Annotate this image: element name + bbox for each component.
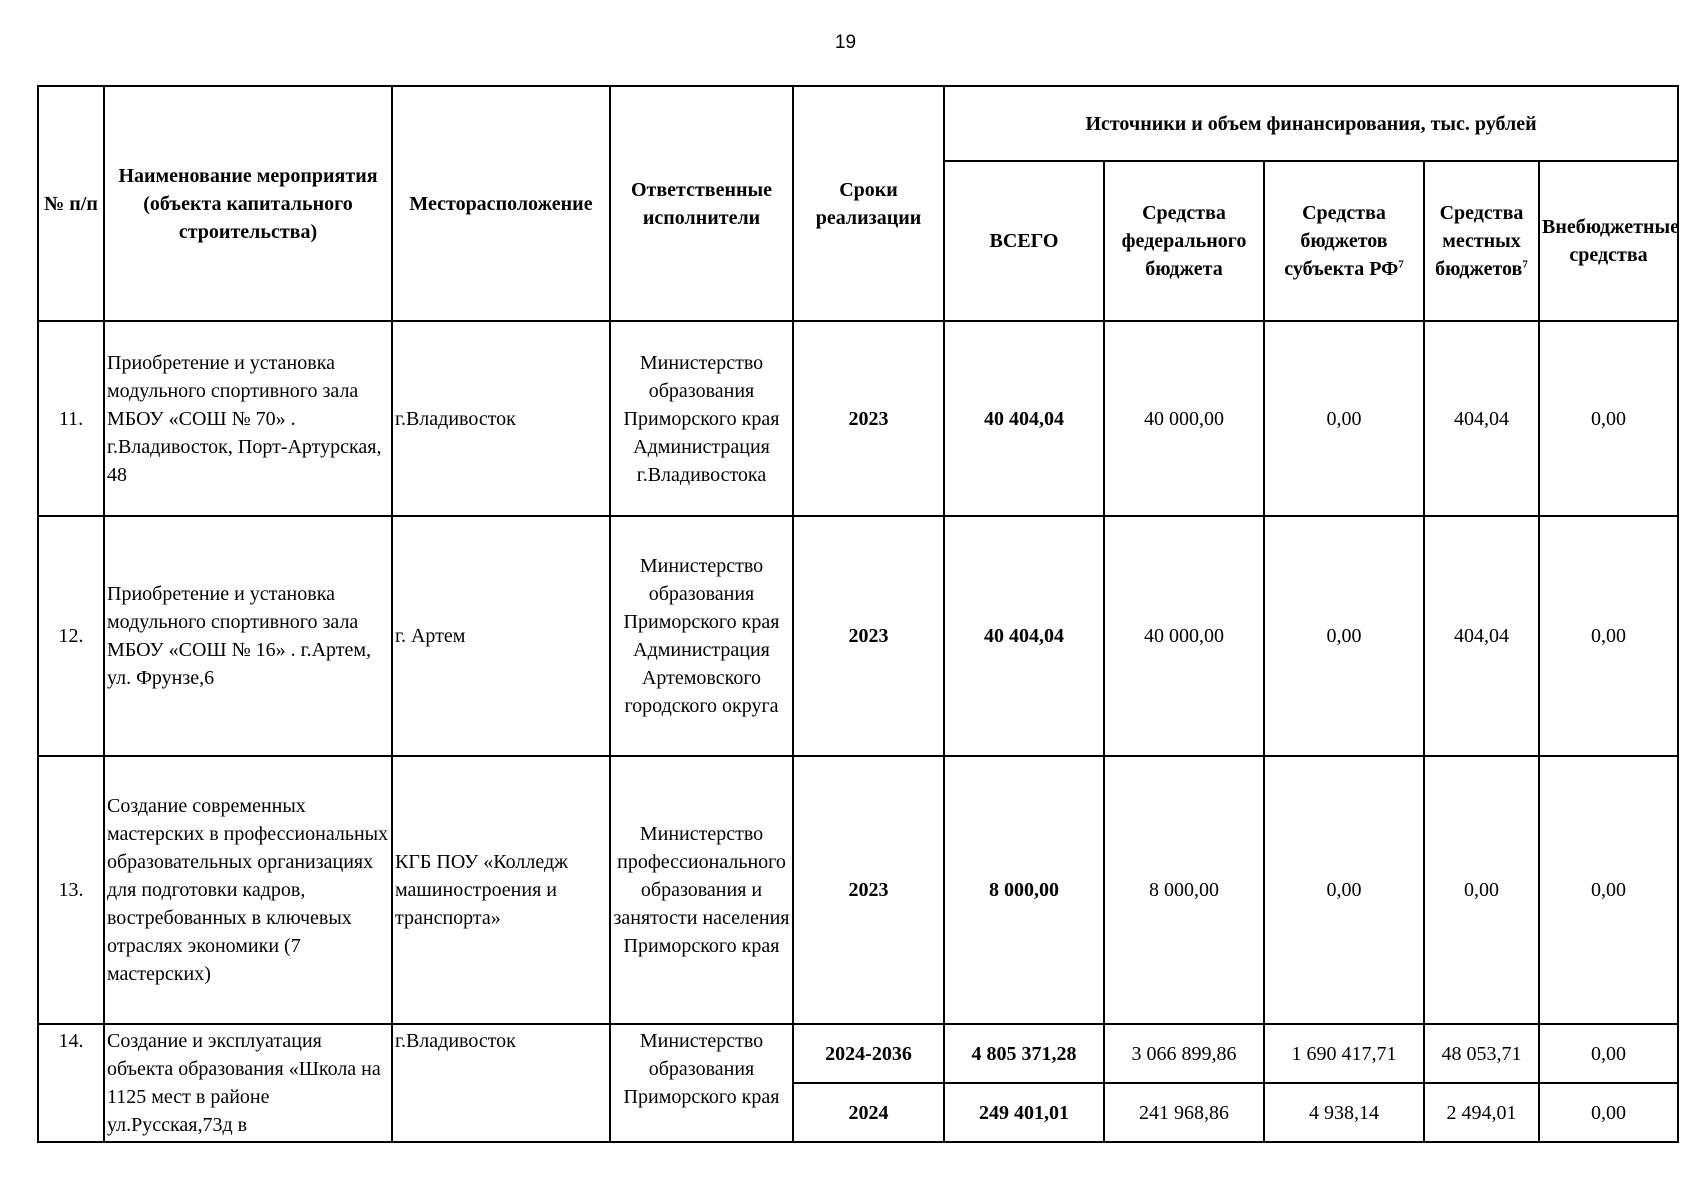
row-total: 40 404,04	[944, 516, 1104, 756]
col-extra-header: Внебюджетные средства	[1539, 161, 1678, 321]
row-extra: 0,00	[1539, 1024, 1678, 1083]
row-subject: 1 690 417,71	[1264, 1024, 1424, 1083]
col-terms-header: Сроки реализации	[793, 86, 944, 321]
row-total: 4 805 371,28	[944, 1024, 1104, 1083]
row-num: 11.	[38, 321, 104, 516]
col-name-header: Наименование мероприятия (объекта капитального строительства)	[104, 86, 392, 321]
row-name: Приобретение и установка модульного спортивного зала МБОУ «СОШ № 16» . г.Артем, ул. Фрунзе,6	[104, 516, 392, 756]
row-extra: 0,00	[1539, 756, 1678, 1024]
row-terms: 2023	[793, 321, 944, 516]
table-row	[38, 321, 1678, 516]
row-local: 404,04	[1424, 516, 1539, 756]
funding-header: Источники и объем финансирования, тыс. рублей	[944, 86, 1678, 161]
row-extra: 0,00	[1539, 516, 1678, 756]
row-extra: 0,00	[1539, 1083, 1678, 1142]
row-responsible: Министерство профессионального образования и занятости населения Приморского края	[610, 756, 793, 1024]
col-local-header	[1424, 161, 1539, 321]
local-label: Средства местных бюджетов	[1435, 202, 1524, 280]
row-num: 12.	[38, 516, 104, 756]
row-federal: 40 000,00	[1104, 321, 1264, 516]
col-num-header: № п/п	[38, 86, 104, 321]
row-name: Создание современных мастерских в профессиональных образовательных организациях для подготовки кадров, востребованных в ключевых отраслях экономики (7 мастерских)	[104, 756, 392, 1024]
row-responsible: Министерство образования Приморского края Администрация Артемовского городского округа	[610, 516, 793, 756]
row-name: Приобретение и установка модульного спортивного зала МБОУ «СОШ № 70» . г.Владивосток, Порт-Артурская, 48	[104, 321, 392, 516]
row-terms: 2023	[793, 516, 944, 756]
row-location: г.Владивосток	[392, 1024, 610, 1142]
row-terms: 2024-2036	[793, 1024, 944, 1083]
row-extra: 0,00	[1539, 321, 1678, 516]
row-terms: 2023	[793, 756, 944, 1024]
col-total-header: ВСЕГО	[944, 161, 1104, 321]
row-subject: 0,00	[1264, 321, 1424, 516]
col-federal-header: Средства федерального бюджета	[1104, 161, 1264, 321]
row-total: 249 401,01	[944, 1083, 1104, 1142]
funding-table	[37, 85, 1679, 1143]
row-subject: 0,00	[1264, 516, 1424, 756]
row-federal: 40 000,00	[1104, 516, 1264, 756]
row-num: 13.	[38, 756, 104, 1024]
row-location: г.Владивосток	[392, 321, 610, 516]
row-num: 14.	[38, 1024, 104, 1142]
row-total: 40 404,04	[944, 321, 1104, 516]
row-local: 48 053,71	[1424, 1024, 1539, 1083]
row-responsible: Министерство образования Приморского края	[610, 1024, 793, 1142]
row-total: 8 000,00	[944, 756, 1104, 1024]
col-subject-header	[1264, 161, 1424, 321]
header-row-1	[38, 86, 1678, 161]
row-name: Создание и эксплуатация объекта образования «Школа на 1125 мест в районе ул.Русская,73д в	[104, 1024, 392, 1142]
row-federal: 3 066 899,86	[1104, 1024, 1264, 1083]
table-row	[38, 516, 1678, 756]
table-row	[38, 756, 1678, 1024]
row-terms: 2024	[793, 1083, 944, 1142]
row-local: 404,04	[1424, 321, 1539, 516]
row-local: 2 494,01	[1424, 1083, 1539, 1142]
subject-footnote: 7	[1398, 258, 1404, 271]
col-responsible-header: Ответственные исполнители	[610, 86, 793, 321]
row-local: 0,00	[1424, 756, 1539, 1024]
page-number: 19	[834, 32, 857, 53]
row-location: г. Артем	[392, 516, 610, 756]
subject-label: Средства бюджетов субъекта РФ	[1284, 202, 1399, 280]
col-location-header: Месторасположение	[392, 86, 610, 321]
row-responsible: Министерство образования Приморского края Администрация г.Владивостока	[610, 321, 793, 516]
table-row	[38, 1024, 1678, 1083]
local-footnote: 7	[1522, 258, 1528, 271]
row-subject: 4 938,14	[1264, 1083, 1424, 1142]
row-federal: 8 000,00	[1104, 756, 1264, 1024]
row-federal: 241 968,86	[1104, 1083, 1264, 1142]
row-subject: 0,00	[1264, 756, 1424, 1024]
row-location: КГБ ПОУ «Колледж машиностроения и транспорта»	[392, 756, 610, 1024]
